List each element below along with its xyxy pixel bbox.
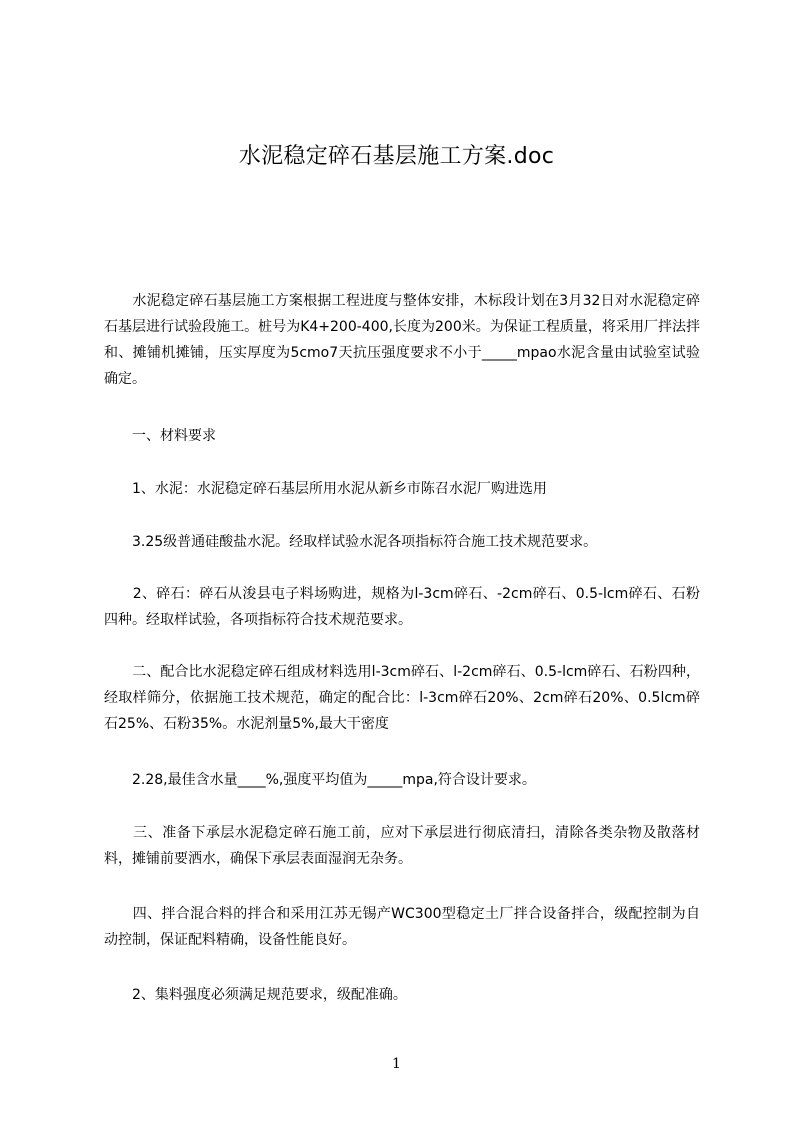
document-title: 水泥稳定碎石基层施工方案.doc bbox=[238, 144, 555, 169]
paragraph-mix-ratio: 二、配合比水泥稳定碎石组成材料选用l-3cm碎石、l-2cm碎石、0.5-lcm碎石、石粉四种，经取样筛分，依据施工技术规范，确定的配合比：l-3cm碎石20%、2cm碎石20%、0.5lcm碎石25%、石粉35%。水泥剂量5%,最大干密度 bbox=[104, 664, 700, 732]
paragraph-cement: 1、水泥：水泥稳定碎石基层所用水泥从新乡市陈召水泥厂购进选用 bbox=[104, 481, 547, 497]
paragraph-aggregate: 2、集料强度必须满足规范要求，级配准确。 bbox=[104, 987, 407, 1003]
page-number: 1 bbox=[392, 1056, 401, 1072]
section-heading-materials: 一、材料要求 bbox=[104, 428, 216, 444]
paragraph-gravel: 2、碎石：碎石从浚县屯子料场购进，规格为l-3cm碎石、-2cm碎石、0.5-lcm碎石、石粉四种。经取样试验，各项指标符合技术规范要求。 bbox=[104, 586, 700, 628]
paragraph-cement-grade: 3.25级普通硅酸盐水泥。经取样试验水泥各项指标符合施工技术规范要求。 bbox=[104, 534, 598, 550]
paragraph-moisture: 2.28,最佳含水量____%,强度平均值为_____mpa,符合设计要求。 bbox=[104, 772, 536, 788]
paragraph-mixing: 四、拌合混合料的拌合和采用江苏无锡产WC300型稳定土厂拌合设备拌合，级配控制为自动控制，保证配料精确，设备性能良好。 bbox=[104, 906, 700, 948]
intro-paragraph: 水泥稳定碎石基层施工方案根据工程进度与整体安排，木标段计划在3月32日对水泥稳定碎石基层进行试验段施工。桩号为K4+200-400,长度为200米。为保证工程质量，将采用厂拌法拌和、摊铺机摊铺，压实厚度为5cmo7天抗压强度要求不小于_____mpao水泥含量由试验室试验确定。 bbox=[104, 293, 700, 387]
paragraph-subbase-prep: 三、准备下承层水泥稳定碎石施工前，应对下承层进行彻底清扫，清除各类杂物及散落材料，摊铺前要洒水，确保下承层表面湿润无杂务。 bbox=[104, 825, 700, 867]
